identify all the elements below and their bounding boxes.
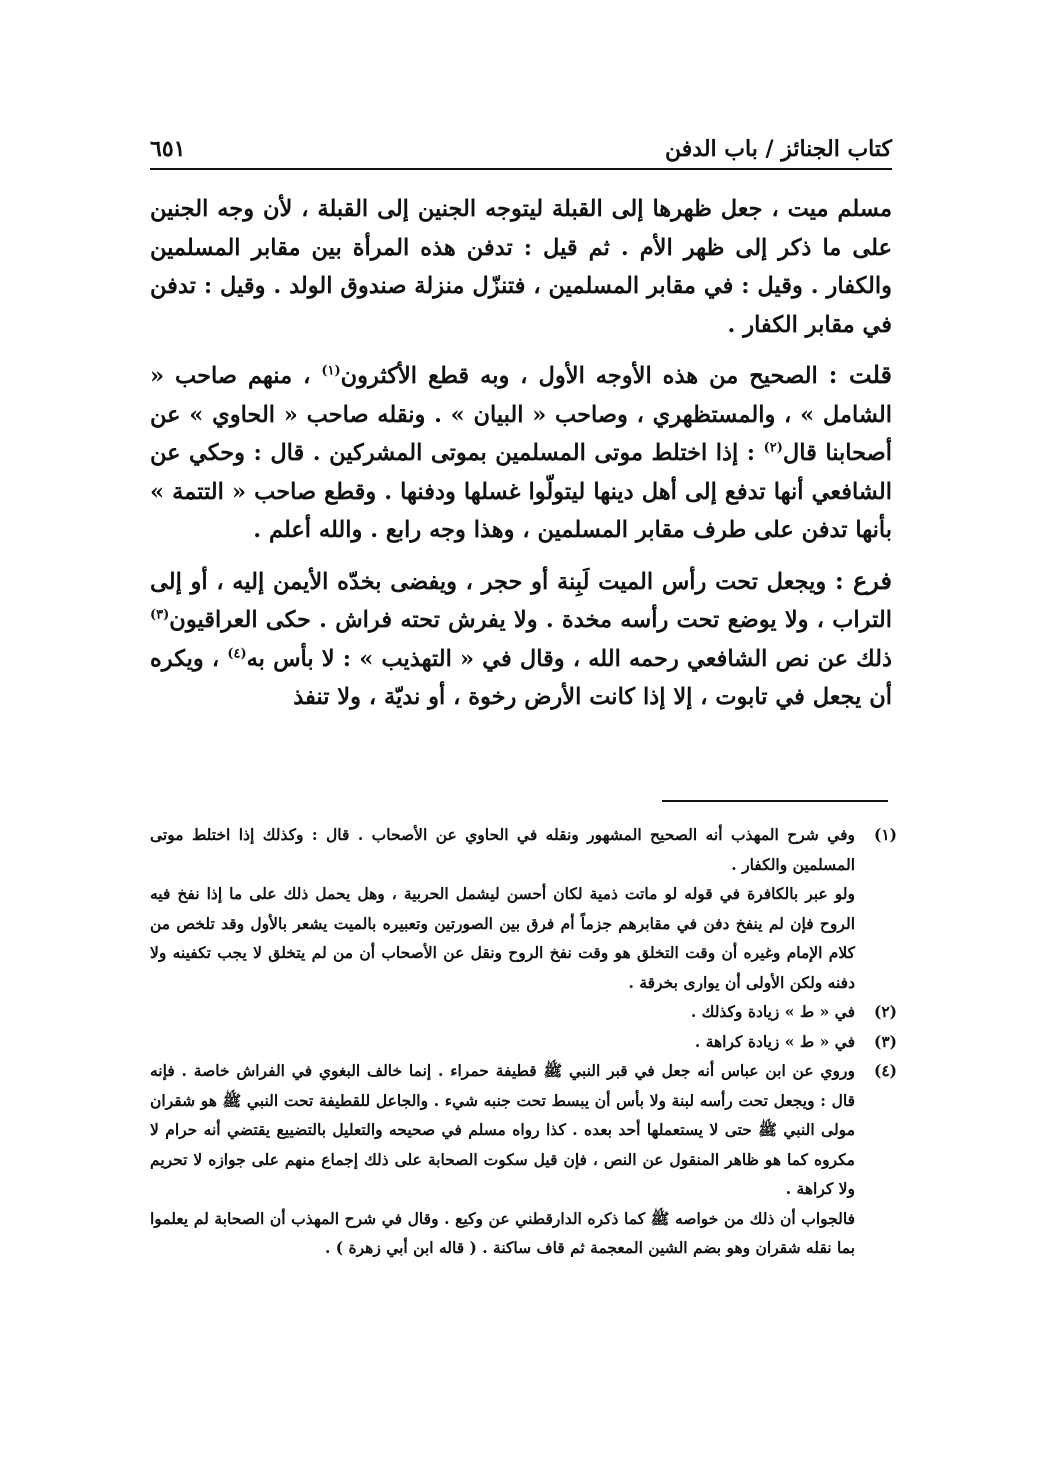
footnote-text: فالجواب أن ذلك من خواصه ﷺ كما ذكره الدارقطني عن وكيع . وقال في شرح المهذب أن الصحابة لم يعلموا بما نقله شقران وهو بضم الشين المعجمة ثم قاف ساكنة . ( قاله ابن أبي زهرة ) . (150, 1208, 855, 1257)
footnote-body (150, 997, 855, 1027)
paragraph-lead: قلت : (828, 360, 893, 389)
paragraph-text: الصحيح من هذه الأوجه الأول ، وبه قطع الأكثرون (340, 363, 829, 389)
footnote-reference: (٣) (150, 607, 170, 623)
paragraph-3 (150, 562, 892, 717)
footnote-text: وروي عن ابن عباس أنه جعل في قبر النبي ﷺ قطيفة حمراء . إنما خالف البغوي في الفراش خاصة . فإنه قال : ويجعل تحت رأسه لبنة ولا بأس أن يبسط تحت جنبه شيء . والجاعل للقطيفة تحت النبي ﷺ هو شقران مولى النبي ﷺ حتى لا يستعملها أحد بعده . كذا رواه مسلم في صحيحه والتعليل بالتضييع يقتضي أنه حرام لا مكروه كما هو ظاهر المنقول عن النص ، فإن قيل سكوت الصحابة على ذلك إجماع منهم على جوازه لا تحريم ولا كراهة . (150, 1061, 855, 1198)
footnote-number: (٤) (873, 1061, 897, 1080)
footnote-text: وفي شرح المهذب أنه الصحيح المشهور ونقله في الحاوي عن الأصحاب . قال : وكذلك إذا اختلط موتى المسلمين والكفار . (150, 825, 855, 874)
footnote-reference: (٢) (763, 440, 783, 456)
paragraph-text: ، ويكره أن يجعل في تابوت ، إلا إذا كانت الأرض رخوة ، أو نديّة ، ولا تنفذ (150, 645, 892, 710)
footnote-number: (٢) (873, 1002, 897, 1021)
running-title: كتاب الجنائز / باب الدفن (665, 136, 892, 162)
paragraph-text: : إذا اختلط موتى المسلمين بموتى المشركين . قال : وحكي عن الشافعي أنها تدفع إلى أهل دينها ليتولّوا غسلها ودفنها . وقطع صاحب « التتمة » بأنها تدفن على طرف مقابر المسلمين ، وهذا وجه رابع . والله أعلم . (150, 440, 892, 543)
footnote-reference: (١) (321, 363, 341, 379)
footnote-2 (150, 997, 897, 1027)
footnote-rule (662, 800, 888, 802)
paragraph-text: ، منهم صاحب « الشامل » ، والمستظهري ، وصاحب « البيان » . ونقله صاحب « الحاوي » عن أصحابنا قال (150, 363, 893, 466)
footnote-1 (150, 820, 897, 997)
header-rule (150, 168, 892, 170)
paragraph-1: مسلم ميت ، جعل ظهرها إلى القبلة ليتوجه الجنين إلى القبلة ، لأن وجه الجنين على ما ذكر إلى ظهر الأم . ثم قيل : تدفن هذه المرأة بين مقابر المسلمين والكفار . وقيل : في مقابر المسلمين ، فتنزّل منزلة صندوق الولد . وقيل : تدفن في مقابر الكفار . (150, 196, 892, 338)
footnote-reference: (٤) (227, 646, 247, 661)
footnote-body (150, 820, 855, 997)
paragraph-text: ويجعل تحت رأس الميت لَبِنة أو حجر ، ويفضى بخدّه الأيمن إليه ، أو إلى التراب ، ولا يوضع تحت رأسه مخدة . ولا يفرش تحته فراش . حكى العراقيون (150, 568, 892, 633)
footnote-4 (150, 1056, 897, 1263)
page-header (150, 120, 892, 162)
paragraph-text: ذلك عن نص الشافعي رحمه الله ، وقال في « التهذيب » : لا بأس به (246, 645, 893, 672)
footnote-body (150, 1056, 855, 1263)
footnote-text: ولو عبر بالكافرة في قوله لو ماتت ذمية لكان أحسن ليشمل الحربية ، وهل يحمل ذلك على ما إذا نفخ فيه الروح فإن لم ينفخ دفن في مقابرهم جزماً أم فرق بين الصورتين وتعبيره بالميت يشعر بالأول وقد تلخص من كلام الإمام وغيره أن وقت التخلق هو وقت نفخ الروح ونقل عن الأصحاب أن من لم يتخلق لا يجب تكفينه ولا دفنه ولكن الأولى أن يوارى بخرقة . (150, 884, 855, 992)
page-number: ٦٥١ (150, 136, 186, 162)
footnote-body (150, 1027, 855, 1057)
footnote-3 (150, 1027, 897, 1057)
main-text (150, 190, 892, 729)
footnote-text: في « ط » زيادة وكذلك . (690, 1002, 855, 1021)
footnotes (150, 820, 897, 1263)
footnote-number: (٣) (873, 1031, 897, 1051)
footnote-number: (١) (873, 825, 897, 844)
paragraph-lead: فرع : (834, 565, 892, 595)
footnote-text: في « ط » زيادة كراهة . (694, 1031, 855, 1051)
paragraph-2 (150, 356, 892, 550)
